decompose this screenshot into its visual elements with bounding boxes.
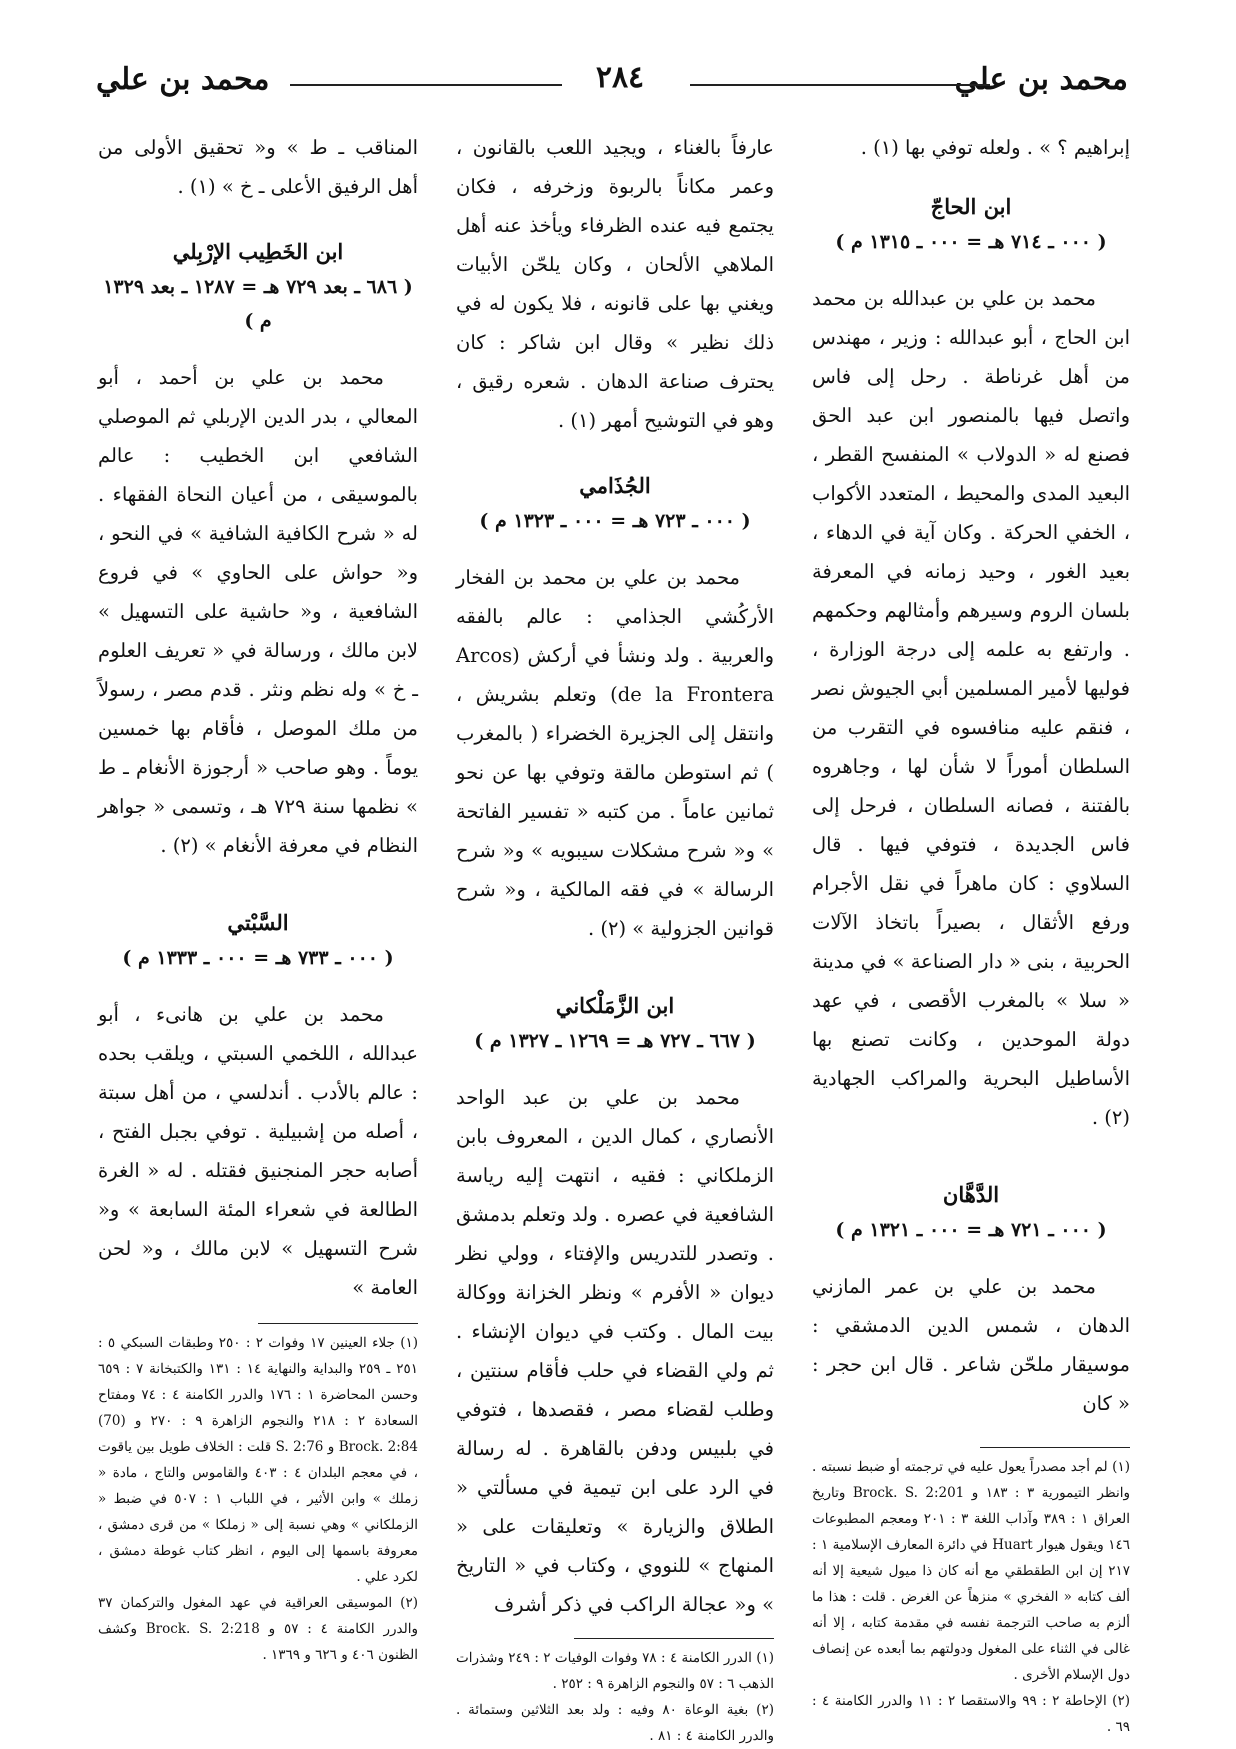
- running-header-left: محمد بن علي: [96, 62, 270, 97]
- entry-body: محمد بن علي بن عبد الواحد الأنصاري ، كمال الدين ، المعروف بابن الزملكاني : فقيه ، انتهت إليه رياسة الشافعية في عصره . ولد وتعلم بدمشق . وتصدر للتدريس والإفتاء ، وولي نظر ديوان « الأفرم » ونظر الخزانة ووكالة بيت المال . وكتب في ديوان الإنشاء . ثم ولي القضاء في حلب فأقام سنتين ، وطلب لقضاء مصر ، فقصدها ، فتوفي في بلبيس ودفن بالقاهرة . له رسالة في الرد على ابن تيمية في مسألتي « الطلاق والزيارة » وتعليقات على « المنهاج » للنووي ، وكتاب في « التاريخ » و« عجالة الراكب في ذكر أشرف: [456, 1086, 774, 1616]
- entry-title: الجُذَامي: [579, 473, 651, 498]
- footnote: (٢) الإحاطة ٢ : ٩٩ والاستقصا ٢ : ١١ والدرر الكامنة ٤ : ٦٩ .: [812, 1693, 1130, 1735]
- continuation-text: المناقب ـ ط » و« تحقيق الأولى من أهل الرفيق الأعلى ـ خ » (١) .: [98, 136, 418, 198]
- entry-body: محمد بن علي بن عبدالله بن محمد ابن الحاج ، أبو عبدالله : وزير ، مهندس من أهل غرناطة . رحل إلى فاس واتصل فيها بالمنصور ابن عبد الحق فصنع له « الدولاب » المنفسح القطر ، البعيد المدى والمحيط ، المتعدد الأكواب ، الخفي الحركة . وكان آية في الدهاء ، بعيد الغور ، وحيد زمانه في المعرفة بلسان الروم وسيرهم وأمثالهم وحكمهم . وارتفع به علمه إلى درجة الوزارة ، فوليها لأمير المسلمين أبي الجيوش نصر ، فنقم عليه منافسوه في التقرب من السلطان أموراً لا شأن لها ، وجاهروه بالفتنة ، فصانه السلطان ، فرحل إلى فاس الجديدة ، فتوفي فيها . قال السلاوي : كان ماهراً في نقل الأجرام ورفع الأثقال ، بصيراً باتخاذ الآلات الحربية ، بنى « دار الصناعة » في مدينة « سلا » بالمغرب الأقصى ، في عهد دولة الموحدين ، وكانت تصنع بها الأساطيل البحرية والمراكب الجهادية (٢) .: [812, 287, 1130, 1129]
- footnote: (١) لم أجد مصدراً يعول عليه في ترجمته أو ضبط نسبته . وانظر التيمورية ٣ : ١٨٣ و Brock. S. 2:201 وتاريخ العراق ١ : ٣٨٩ وآداب اللغة ٣ : ٢٠١ ومعجم المطبوعات ١٤٦ ويقول هيوار Huart في دائرة المعارف الإسلامية ١ : ٢١٧ إن ابن الطقطقي مع أنه كان ذا ميول شيعية إلا أنه ألف كتابه « الفخري » منزهاً عن الغرض . قلت : هذا ما ألزم به صاحب الترجمة نفسه في مقدمة كتابه ، إلا أنه غالى في الثناء على المغول ودولتهم بما أبعده عن إنصاف دول الإسلام الأخرى .: [812, 1459, 1131, 1683]
- footnote-rule: [258, 1323, 418, 1324]
- footnote-rule: [574, 1638, 774, 1639]
- entry-dates: ( ٠٠٠ ـ ٧٢١ هـ = ٠٠٠ ـ ١٣٢١ م ): [835, 1219, 1107, 1241]
- header-rule-right: [690, 84, 990, 86]
- footnote-rule: [980, 1447, 1130, 1448]
- continuation-text: إبراهيم ؟ » . ولعله توفي بها (١) .: [860, 136, 1130, 159]
- entry-body: محمد بن علي بن محمد بن الفخار الأركُشي الجذامي : عالم بالفقه والعربية . ولد ونشأ في أركش (Arcos de la Frontera) وتعلم بشريش ، وانتقل إلى الجزيرة الخضراء ( بالمغرب ) ثم استوطن مالقة وتوفي بها عن نحو ثمانين عاماً . من كتبه « تفسير الفاتحة » و« شرح مشكلات سيبويه » و« شرح الرسالة » في فقه المالكية ، و« شرح قوانين الجزولية » (٢) .: [456, 566, 774, 940]
- footnote: (١) الدرر الكامنة ٤ : ٧٨ وفوات الوفيات ٢ : ٢٤٩ وشذرات الذهب ٦ : ٥٧ والنجوم الزاهرة ٩ : ٢٥٢ .: [456, 1650, 775, 1692]
- footnote: (١) جلاء العينين ١٧ وفوات ٢ : ٢٥٠ وطبقات السبكي ٥ : ٢٥١ ـ ٢٥٩ والبداية والنهاية ١٤ : ١٣١ والكتبخانة ٧ : ٦٥٩ وحسن المحاضرة ١ : ١٧٦ والدرر الكامنة ٤ : ٧٤ ومفتاح السعادة ٢ : ٢١٨ والنجوم الزاهرة ٩ : ٢٧٠ و (70) Brock. 2:84 و S. 2:76 قلت : الخلاف طويل بين ياقوت ، في معجم البلدان ٤ : ٤٠٣ والقاموس والتاج ، مادة « زملك » وابن الأثير ، في اللباب ١ : ٥٠٧ في ضبط « الزملكاني » وهي نسبة إلى « زملكا » من قرى دمشق ، معروفة باسمها إلى اليوم ، انظر كتاب غوطة دمشق ، لكرد علي .: [98, 1335, 419, 1585]
- footnote: (٢) الموسيقى العراقية في عهد المغول والتركمان ٣٧ والدرر الكامنة ٤ : ٥٧ و Brock. S. 2:218 وكشف الظنون ٤٠٦ و ٦٢٦ و ١٣٦٩ .: [98, 1595, 418, 1663]
- page-number: ٢٨٤: [595, 60, 645, 95]
- entry-dates: ( ٦٨٦ ـ بعد ٧٢٩ هـ = ١٢٨٧ ـ بعد ١٣٢٩ م ): [103, 276, 413, 332]
- entry-body: محمد بن علي بن هانىء ، أبو عبدالله ، اللخمي السبتي ، ويلقب بحده : عالم بالأدب . أندلسي ، من أهل سبتة ، أصله من إشبيلية . توفي بجبل الفتح ، أصابه حجر المنجنيق فقتله . له « الغرة الطالعة في شعراء المئة السابعة » و« شرح التسهيل » لابن مالك ، و« لحن العامة »: [98, 1003, 418, 1299]
- entry-dates: ( ٠٠٠ ـ ٧٢٣ هـ = ٠٠٠ ـ ١٣٢٣ م ): [479, 510, 751, 532]
- running-header-right: محمد بن علي: [954, 62, 1128, 97]
- continuation-text: عارفاً بالغناء ، ويجيد اللعب بالقانون ، وعمر مكاناً بالربوة وزخرفه ، فكان يجتمع فيه عنده الظرفاء ويأخذ عنه أهل الملاهي الألحان ، وكان يلحّن الأبيات ويغني بها على قانونه ، فلا يكون له في ذلك نظير » وقال ابن شاكر : كان يحترف صناعة الدهان . شعره رقيق ، وهو في التوشيح أمهر (١) .: [456, 136, 774, 432]
- header-rule-left: [290, 84, 562, 86]
- column-right: [812, 128, 1130, 1740]
- entry-title: ابن الحاجّ: [930, 194, 1012, 219]
- footnote: (٢) بغية الوعاة ٨٠ وفيه : ولد بعد الثلاثين وستمائة . والدرر الكامنة ٤ : ٨١ .: [456, 1702, 774, 1744]
- entry-title: ابن الخَطِيب الإرْبِلي: [172, 239, 344, 264]
- column-left: [98, 128, 418, 1668]
- entry-title: السَّبْتي: [227, 910, 289, 935]
- entry-title: ابن الزَّمَلْكاني: [555, 993, 675, 1018]
- entry-dates: ( ٦٦٧ ـ ٧٢٧ هـ = ١٢٦٩ ـ ١٣٢٧ م ): [474, 1030, 756, 1052]
- entry-body: محمد بن علي بن عمر المازني الدهان ، شمس الدين الدمشقي : موسيقار ملحّن شاعر . قال ابن حجر : « كان: [812, 1275, 1130, 1415]
- entry-body: محمد بن علي بن أحمد ، أبو المعالي ، بدر الدين الإربلي ثم الموصلي الشافعي ابن الخطيب : عالم بالموسيقى ، من أعيان النحاة الفقهاء . له « شرح الكافية الشافية » في النحو ، و« حواش على الحاوي » في فروع الشافعية ، و« حاشية على التسهيل » لابن مالك ، ورسالة في « تعريف العلوم ـ خ » وله نظم ونثر . قدم مصر ، رسولاً من ملك الموصل ، فأقام بها خمسين يوماً . وهو صاحب « أرجوزة الأنغام ـ ط » نظمها سنة ٧٢٩ هـ ، وتسمى « جواهر النظام في معرفة الأنغام » (٢) .: [98, 366, 418, 857]
- entry-dates: ( ٠٠٠ ـ ٧١٤ هـ = ٠٠٠ ـ ١٣١٥ م ): [835, 231, 1107, 253]
- entry-title: الدَّهَّان: [942, 1182, 1000, 1207]
- column-middle: [456, 128, 774, 1749]
- entry-dates: ( ٠٠٠ ـ ٧٣٣ هـ = ٠٠٠ ـ ١٣٣٣ م ): [122, 947, 394, 969]
